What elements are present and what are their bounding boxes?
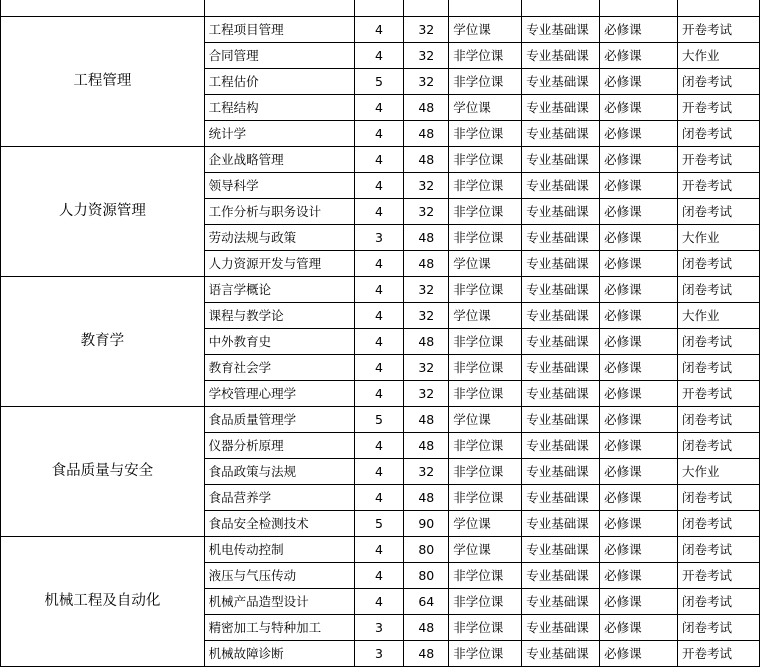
degree-type-cell: 非学位课 bbox=[449, 433, 522, 459]
degree-type-cell: 非学位课 bbox=[449, 199, 522, 225]
cut-off-cell bbox=[678, 0, 760, 17]
required-type-cell: 必修课 bbox=[600, 485, 678, 511]
credit-cell: 4 bbox=[354, 589, 404, 615]
credit-cell: 5 bbox=[354, 407, 404, 433]
degree-type-cell: 非学位课 bbox=[449, 225, 522, 251]
hours-cell: 48 bbox=[404, 225, 449, 251]
hours-cell: 32 bbox=[404, 355, 449, 381]
credit-cell: 4 bbox=[354, 251, 404, 277]
exam-method-cell: 闭卷考试 bbox=[678, 277, 760, 303]
exam-method-cell: 闭卷考试 bbox=[678, 433, 760, 459]
major-name-cell: 人力资源管理 bbox=[1, 147, 205, 277]
course-name-cell: 液压与气压传动 bbox=[204, 563, 354, 589]
hours-cell: 48 bbox=[404, 121, 449, 147]
credit-cell: 4 bbox=[354, 303, 404, 329]
course-name-cell: 劳动法规与政策 bbox=[204, 225, 354, 251]
major-name-cell: 机械工程及自动化 bbox=[1, 537, 205, 667]
course-name-cell: 机械产品造型设计 bbox=[204, 589, 354, 615]
course-category-cell: 专业基础课 bbox=[522, 69, 600, 95]
credit-cell: 3 bbox=[354, 615, 404, 641]
exam-method-cell: 开卷考试 bbox=[678, 563, 760, 589]
required-type-cell: 必修课 bbox=[600, 355, 678, 381]
degree-type-cell: 非学位课 bbox=[449, 69, 522, 95]
required-type-cell: 必修课 bbox=[600, 615, 678, 641]
exam-method-cell: 开卷考试 bbox=[678, 381, 760, 407]
degree-type-cell: 非学位课 bbox=[449, 43, 522, 69]
required-type-cell: 必修课 bbox=[600, 537, 678, 563]
major-name-cell: 教育学 bbox=[1, 277, 205, 407]
course-name-cell: 机械故障诊断 bbox=[204, 641, 354, 667]
hours-cell: 48 bbox=[404, 251, 449, 277]
credit-cell: 4 bbox=[354, 381, 404, 407]
required-type-cell: 必修课 bbox=[600, 147, 678, 173]
exam-method-cell: 大作业 bbox=[678, 459, 760, 485]
credit-cell: 4 bbox=[354, 173, 404, 199]
course-category-cell: 专业基础课 bbox=[522, 199, 600, 225]
course-name-cell: 课程与教学论 bbox=[204, 303, 354, 329]
required-type-cell: 必修课 bbox=[600, 381, 678, 407]
degree-type-cell: 非学位课 bbox=[449, 147, 522, 173]
course-name-cell: 精密加工与特种加工 bbox=[204, 615, 354, 641]
cut-off-cell bbox=[204, 0, 354, 17]
exam-method-cell: 闭卷考试 bbox=[678, 615, 760, 641]
cut-off-cell bbox=[449, 0, 522, 17]
required-type-cell: 必修课 bbox=[600, 121, 678, 147]
hours-cell: 48 bbox=[404, 433, 449, 459]
course-name-cell: 学校管理心理学 bbox=[204, 381, 354, 407]
exam-method-cell: 开卷考试 bbox=[678, 95, 760, 121]
course-name-cell: 食品政策与法规 bbox=[204, 459, 354, 485]
course-category-cell: 专业基础课 bbox=[522, 95, 600, 121]
required-type-cell: 必修课 bbox=[600, 303, 678, 329]
course-name-cell: 仪器分析原理 bbox=[204, 433, 354, 459]
credit-cell: 4 bbox=[354, 537, 404, 563]
hours-cell: 48 bbox=[404, 147, 449, 173]
course-category-cell: 专业基础课 bbox=[522, 459, 600, 485]
cut-off-cell bbox=[354, 0, 404, 17]
degree-type-cell: 学位课 bbox=[449, 95, 522, 121]
hours-cell: 32 bbox=[404, 199, 449, 225]
hours-cell: 48 bbox=[404, 485, 449, 511]
hours-cell: 32 bbox=[404, 303, 449, 329]
exam-method-cell: 闭卷考试 bbox=[678, 121, 760, 147]
credit-cell: 4 bbox=[354, 355, 404, 381]
exam-method-cell: 开卷考试 bbox=[678, 641, 760, 667]
hours-cell: 48 bbox=[404, 615, 449, 641]
course-name-cell: 工程项目管理 bbox=[204, 17, 354, 43]
degree-type-cell: 学位课 bbox=[449, 303, 522, 329]
course-category-cell: 专业基础课 bbox=[522, 303, 600, 329]
hours-cell: 80 bbox=[404, 563, 449, 589]
required-type-cell: 必修课 bbox=[600, 459, 678, 485]
required-type-cell: 必修课 bbox=[600, 95, 678, 121]
course-category-cell: 专业基础课 bbox=[522, 17, 600, 43]
hours-cell: 32 bbox=[404, 459, 449, 485]
course-name-cell: 合同管理 bbox=[204, 43, 354, 69]
exam-method-cell: 闭卷考试 bbox=[678, 251, 760, 277]
hours-cell: 32 bbox=[404, 381, 449, 407]
course-category-cell: 专业基础课 bbox=[522, 511, 600, 537]
table-row-partial bbox=[1, 0, 760, 17]
course-name-cell: 教育社会学 bbox=[204, 355, 354, 381]
required-type-cell: 必修课 bbox=[600, 433, 678, 459]
course-table-body bbox=[1, 0, 760, 667]
exam-method-cell: 闭卷考试 bbox=[678, 199, 760, 225]
exam-method-cell: 大作业 bbox=[678, 225, 760, 251]
course-category-cell: 专业基础课 bbox=[522, 381, 600, 407]
exam-method-cell: 大作业 bbox=[678, 303, 760, 329]
exam-method-cell: 闭卷考试 bbox=[678, 589, 760, 615]
degree-type-cell: 非学位课 bbox=[449, 355, 522, 381]
exam-method-cell: 闭卷考试 bbox=[678, 511, 760, 537]
credit-cell: 4 bbox=[354, 17, 404, 43]
degree-type-cell: 非学位课 bbox=[449, 641, 522, 667]
degree-type-cell: 非学位课 bbox=[449, 589, 522, 615]
credit-cell: 4 bbox=[354, 485, 404, 511]
cut-off-cell bbox=[1, 0, 205, 17]
course-category-cell: 专业基础课 bbox=[522, 589, 600, 615]
hours-cell: 90 bbox=[404, 511, 449, 537]
required-type-cell: 必修课 bbox=[600, 173, 678, 199]
degree-type-cell: 非学位课 bbox=[449, 173, 522, 199]
required-type-cell: 必修课 bbox=[600, 407, 678, 433]
course-category-cell: 专业基础课 bbox=[522, 277, 600, 303]
course-name-cell: 食品营养学 bbox=[204, 485, 354, 511]
course-name-cell: 机电传动控制 bbox=[204, 537, 354, 563]
hours-cell: 32 bbox=[404, 43, 449, 69]
exam-method-cell: 开卷考试 bbox=[678, 17, 760, 43]
required-type-cell: 必修课 bbox=[600, 589, 678, 615]
cut-off-cell bbox=[522, 0, 600, 17]
hours-cell: 48 bbox=[404, 407, 449, 433]
credit-cell: 4 bbox=[354, 459, 404, 485]
degree-type-cell: 学位课 bbox=[449, 251, 522, 277]
course-category-cell: 专业基础课 bbox=[522, 485, 600, 511]
credit-cell: 4 bbox=[354, 121, 404, 147]
degree-type-cell: 学位课 bbox=[449, 537, 522, 563]
course-category-cell: 专业基础课 bbox=[522, 355, 600, 381]
degree-type-cell: 非学位课 bbox=[449, 381, 522, 407]
required-type-cell: 必修课 bbox=[600, 251, 678, 277]
course-name-cell: 语言学概论 bbox=[204, 277, 354, 303]
course-category-cell: 专业基础课 bbox=[522, 251, 600, 277]
degree-type-cell: 学位课 bbox=[449, 17, 522, 43]
course-name-cell: 食品质量管理学 bbox=[204, 407, 354, 433]
course-category-cell: 专业基础课 bbox=[522, 641, 600, 667]
course-name-cell: 工作分析与职务设计 bbox=[204, 199, 354, 225]
table-row bbox=[1, 537, 760, 563]
course-category-cell: 专业基础课 bbox=[522, 43, 600, 69]
hours-cell: 64 bbox=[404, 589, 449, 615]
cut-off-cell bbox=[600, 0, 678, 17]
credit-cell: 4 bbox=[354, 433, 404, 459]
hours-cell: 32 bbox=[404, 277, 449, 303]
degree-type-cell: 学位课 bbox=[449, 511, 522, 537]
degree-type-cell: 非学位课 bbox=[449, 277, 522, 303]
exam-method-cell: 开卷考试 bbox=[678, 147, 760, 173]
required-type-cell: 必修课 bbox=[600, 641, 678, 667]
course-name-cell: 人力资源开发与管理 bbox=[204, 251, 354, 277]
hours-cell: 48 bbox=[404, 95, 449, 121]
hours-cell: 32 bbox=[404, 17, 449, 43]
course-category-cell: 专业基础课 bbox=[522, 329, 600, 355]
required-type-cell: 必修课 bbox=[600, 511, 678, 537]
course-category-cell: 专业基础课 bbox=[522, 121, 600, 147]
exam-method-cell: 闭卷考试 bbox=[678, 407, 760, 433]
course-name-cell: 工程结构 bbox=[204, 95, 354, 121]
degree-type-cell: 非学位课 bbox=[449, 459, 522, 485]
degree-type-cell: 非学位课 bbox=[449, 121, 522, 147]
course-category-cell: 专业基础课 bbox=[522, 225, 600, 251]
credit-cell: 3 bbox=[354, 225, 404, 251]
hours-cell: 32 bbox=[404, 173, 449, 199]
table-row bbox=[1, 147, 760, 173]
hours-cell: 48 bbox=[404, 329, 449, 355]
course-category-cell: 专业基础课 bbox=[522, 407, 600, 433]
credit-cell: 5 bbox=[354, 69, 404, 95]
exam-method-cell: 闭卷考试 bbox=[678, 485, 760, 511]
degree-type-cell: 学位课 bbox=[449, 407, 522, 433]
degree-type-cell: 非学位课 bbox=[449, 485, 522, 511]
course-name-cell: 食品安全检测技术 bbox=[204, 511, 354, 537]
course-category-cell: 专业基础课 bbox=[522, 173, 600, 199]
credit-cell: 4 bbox=[354, 563, 404, 589]
degree-type-cell: 非学位课 bbox=[449, 615, 522, 641]
course-name-cell: 领导科学 bbox=[204, 173, 354, 199]
table-row bbox=[1, 277, 760, 303]
major-name-cell: 工程管理 bbox=[1, 17, 205, 147]
exam-method-cell: 闭卷考试 bbox=[678, 329, 760, 355]
exam-method-cell: 闭卷考试 bbox=[678, 69, 760, 95]
course-name-cell: 中外教育史 bbox=[204, 329, 354, 355]
exam-method-cell: 闭卷考试 bbox=[678, 537, 760, 563]
course-category-cell: 专业基础课 bbox=[522, 615, 600, 641]
exam-method-cell: 大作业 bbox=[678, 43, 760, 69]
hours-cell: 48 bbox=[404, 641, 449, 667]
table-row bbox=[1, 17, 760, 43]
exam-method-cell: 闭卷考试 bbox=[678, 355, 760, 381]
course-name-cell: 企业战略管理 bbox=[204, 147, 354, 173]
degree-type-cell: 非学位课 bbox=[449, 563, 522, 589]
course-category-cell: 专业基础课 bbox=[522, 433, 600, 459]
hours-cell: 32 bbox=[404, 69, 449, 95]
required-type-cell: 必修课 bbox=[600, 43, 678, 69]
course-name-cell: 统计学 bbox=[204, 121, 354, 147]
cut-off-cell bbox=[404, 0, 449, 17]
exam-method-cell: 开卷考试 bbox=[678, 173, 760, 199]
credit-cell: 4 bbox=[354, 277, 404, 303]
credit-cell: 5 bbox=[354, 511, 404, 537]
credit-cell: 4 bbox=[354, 199, 404, 225]
course-name-cell: 工程估价 bbox=[204, 69, 354, 95]
required-type-cell: 必修课 bbox=[600, 199, 678, 225]
table-row bbox=[1, 407, 760, 433]
credit-cell: 4 bbox=[354, 95, 404, 121]
required-type-cell: 必修课 bbox=[600, 329, 678, 355]
credit-cell: 4 bbox=[354, 329, 404, 355]
required-type-cell: 必修课 bbox=[600, 563, 678, 589]
required-type-cell: 必修课 bbox=[600, 17, 678, 43]
major-name-cell: 食品质量与安全 bbox=[1, 407, 205, 537]
course-category-cell: 专业基础课 bbox=[522, 563, 600, 589]
credit-cell: 4 bbox=[354, 147, 404, 173]
credit-cell: 4 bbox=[354, 43, 404, 69]
required-type-cell: 必修课 bbox=[600, 225, 678, 251]
hours-cell: 80 bbox=[404, 537, 449, 563]
course-category-cell: 专业基础课 bbox=[522, 147, 600, 173]
required-type-cell: 必修课 bbox=[600, 69, 678, 95]
degree-type-cell: 非学位课 bbox=[449, 329, 522, 355]
credit-cell: 3 bbox=[354, 641, 404, 667]
course-category-cell: 专业基础课 bbox=[522, 537, 600, 563]
required-type-cell: 必修课 bbox=[600, 277, 678, 303]
